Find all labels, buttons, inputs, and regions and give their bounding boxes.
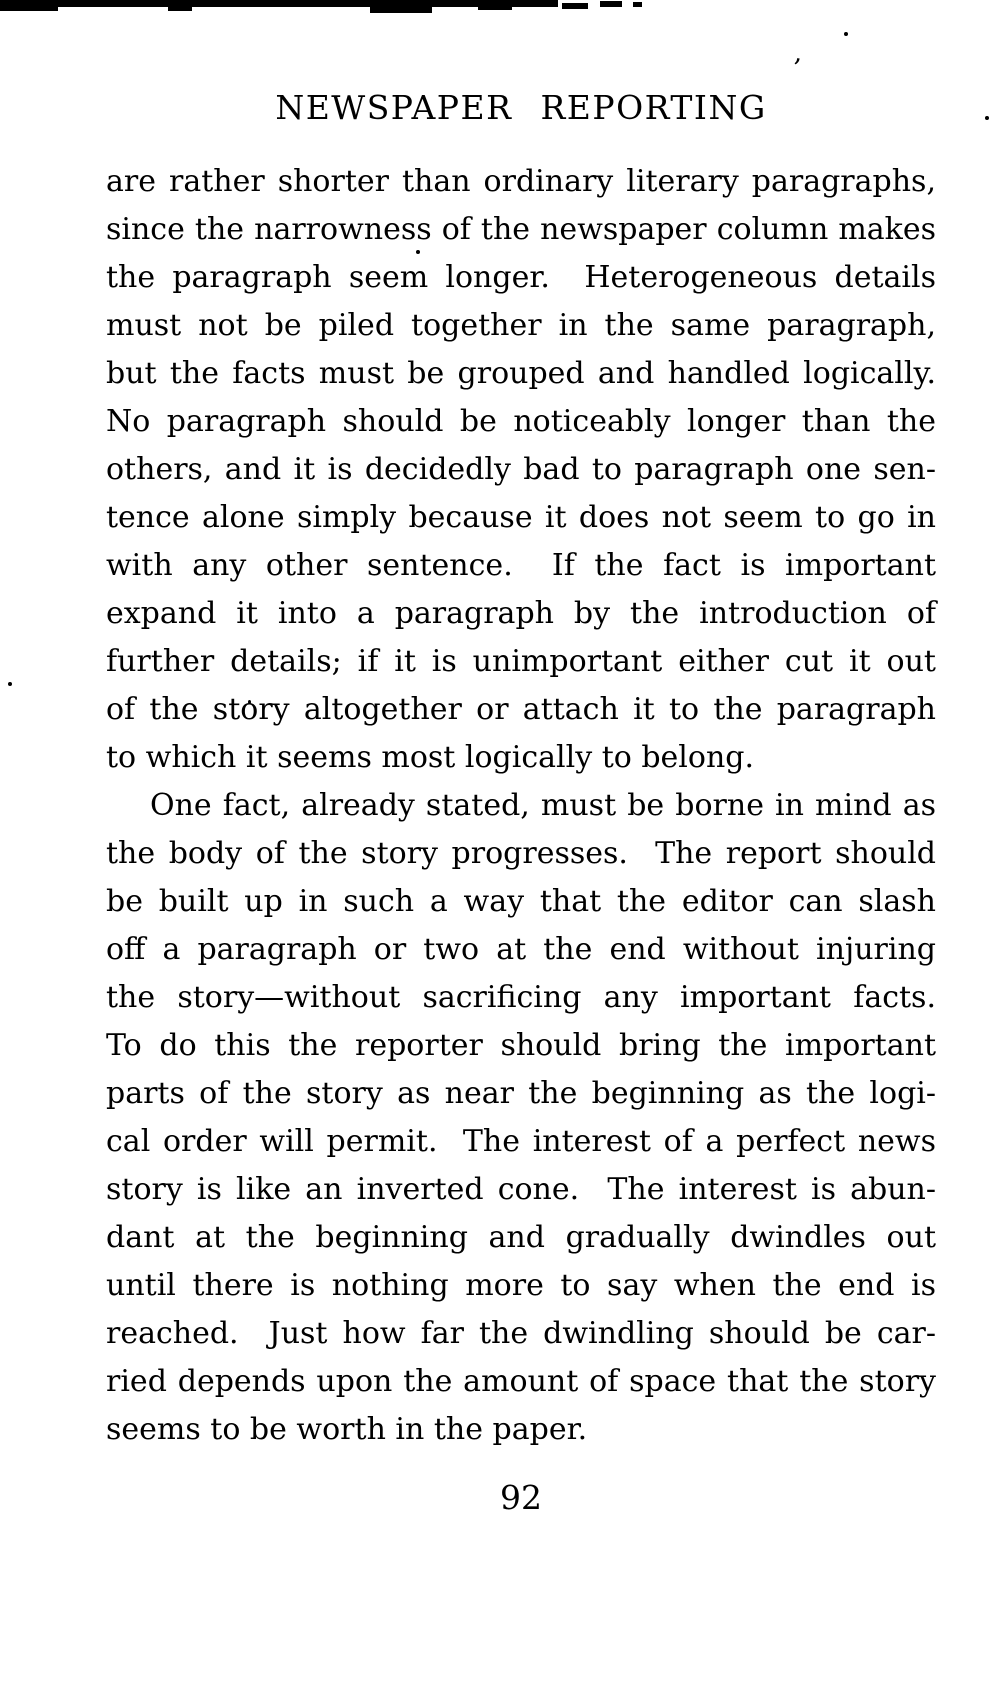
text-line: tence alone simply because it does not seem to go in [106,500,936,535]
text-line: the story—without sacrificing any important facts. [106,980,936,1015]
text-line: with any other sentence. If the fact is important [106,548,936,583]
text-line: cal order will permit. The interest of a perfect news [106,1124,936,1159]
text-line: to which it seems most logically to belong. [106,740,755,775]
text-line: are rather shorter than ordinary literary paragraphs, [106,164,936,199]
text-line: No paragraph should be noticeably longer than the [106,404,936,439]
text-line: must not be piled together in the same paragraph, [106,308,936,343]
scan-edge-bump [0,0,58,11]
page-title: NEWSPAPER REPORTING [275,88,767,127]
text-line: others, and it is decidedly bad to paragraph one sen- [106,452,936,487]
text-line: ried depends upon the amount of space that the story [106,1364,936,1399]
scan-tick-mark: ’ [789,53,803,85]
scan-edge-bump [168,0,192,11]
text-line: until there is nothing more to say when the end is [106,1268,936,1303]
scan-speck [985,116,989,120]
text-line: be built up in such a way that the editor can slash [106,884,936,919]
text-line: reached. Just how far the dwindling should be car- [106,1316,936,1351]
scan-edge-bump [478,0,512,10]
text-line: further details; if it is unimportant either cut it out [106,644,936,679]
scan-edge-dash [633,2,642,7]
text-line: dant at the beginning and gradually dwindles out [106,1220,936,1255]
scan-edge-bump [370,0,432,13]
scan-edge-bar [0,0,558,7]
page-number: 92 [500,1478,542,1517]
scan-edge-dash [562,3,588,9]
text-line: To do this the reporter should bring the important [106,1028,936,1063]
text-line: seems to be worth in the paper. [106,1412,588,1447]
text-line: but the facts must be grouped and handled logically. [106,356,936,391]
paragraph [106,782,936,1454]
text-line: off a paragraph or two at the end without injuring [106,932,936,967]
text-line: One fact, already stated, must be borne in mind as [150,788,936,823]
scan-edge-dash [600,1,622,7]
paragraph [106,158,936,782]
scan-speck [844,32,848,36]
text-line: of the story altogether or attach it to the paragraph [106,692,936,727]
text-line: expand it into a paragraph by the introduction of [106,596,936,631]
scan-speck [8,682,12,686]
text-line: the body of the story progresses. The report should [106,836,936,871]
text-line: parts of the story as near the beginning as the logi- [106,1076,936,1111]
text-line: since the narrowness of the newspaper column makes [106,212,936,247]
page-body [106,158,936,1454]
text-line: story is like an inverted cone. The interest is abun- [106,1172,936,1207]
text-line: the paragraph seem longer. Heterogeneous details [106,260,936,295]
